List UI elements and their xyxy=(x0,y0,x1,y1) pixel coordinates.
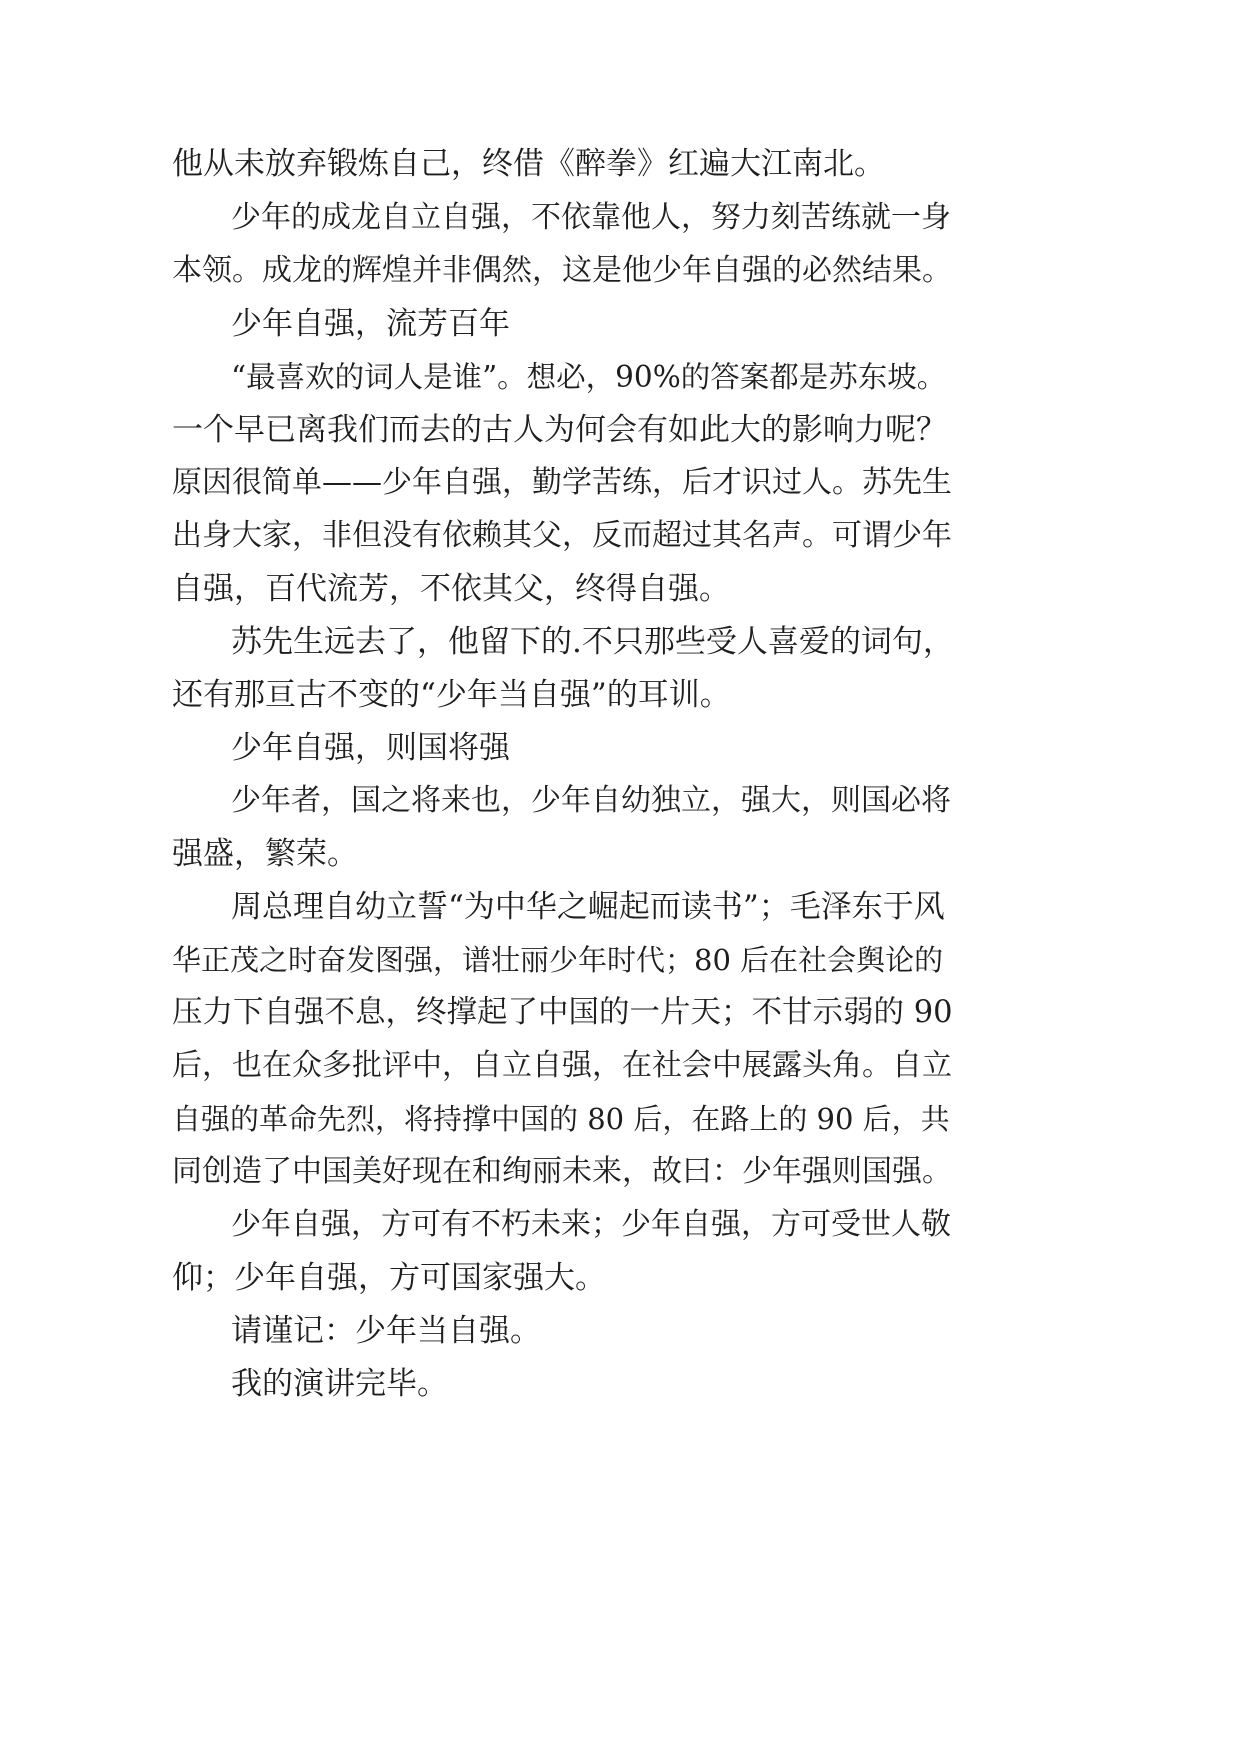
text-line: 自强的革命先烈，将持撑中国的 80 后，在路上的 90 后，共 xyxy=(172,1102,950,1136)
text-line: 同创造了中国美好现在和绚丽未来，故曰：少年强则国强。 xyxy=(172,1154,952,1189)
text-line: 强盛，繁荣。 xyxy=(172,836,358,872)
text-line: 还有那亘古不变的“少年当自强”的耳训。 xyxy=(172,677,731,713)
text-line: “最喜欢的词人是谁”。想必，90%的答案都是苏东坡。 xyxy=(231,360,947,394)
text-line: 出身大家，非但没有依赖其父，反而超过其名声。可谓少年 xyxy=(172,518,952,553)
section-heading: 少年自强，则国将强 xyxy=(231,730,510,766)
text-line: 周总理自幼立誓“为中华之崛起而读书”；毛泽东于风 xyxy=(231,889,945,925)
text-line: 自强，百代流芳，不依其父，终得自强。 xyxy=(172,571,730,607)
text-line: 苏先生远去了，他留下的.不只那些受人喜爱的词句， xyxy=(231,624,954,660)
section-heading: 少年自强，流芳百年 xyxy=(231,306,510,342)
text-line: 原因很简单——少年自强，勤学苦练，后才识过人。苏先生 xyxy=(172,465,952,500)
text-line: 仰；少年自强，方可国家强大。 xyxy=(172,1260,606,1296)
text-line: 他从未放弃锻炼自己，终借《醉拳》红遍大江南北。 xyxy=(172,146,885,182)
text-line: 少年的成龙自立自强，不依靠他人，努力刻苦练就一身 xyxy=(231,200,951,235)
text-line: 少年自强，方可有不朽未来；少年自强，方可受世人敬 xyxy=(231,1207,951,1242)
text-line: 华正茂之时奋发图强，谱壮丽少年时代；80 后在社会舆论的 xyxy=(172,943,944,977)
text-line: 压力下自强不息，终撑起了中国的一片天；不甘示弱的 90 xyxy=(172,995,953,1030)
text-line: 后，也在众多批评中，自立自强，在社会中展露头角。自立 xyxy=(172,1048,952,1083)
text-line: 一个早已离我们而去的古人为何会有如此大的影响力呢？ xyxy=(172,412,947,448)
text-line: 少年者，国之将来也，少年自幼独立，强大，则国必将 xyxy=(231,783,951,818)
text-line: 本领。成龙的辉煌并非偶然，这是他少年自强的必然结果。 xyxy=(172,253,952,288)
text-line: 我的演讲完毕。 xyxy=(231,1366,448,1402)
text-line: 请谨记：少年当自强。 xyxy=(231,1313,541,1349)
